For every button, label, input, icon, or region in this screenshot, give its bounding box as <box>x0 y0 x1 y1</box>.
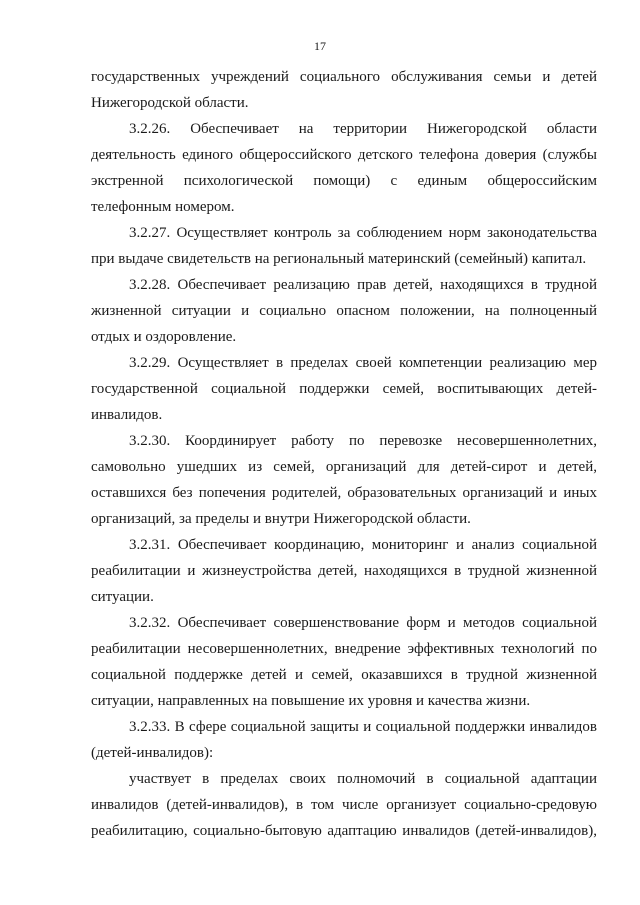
text-line: жизненной ситуации и социально опасном положении, на полноценный <box>91 303 597 319</box>
text-line: телефонным номером. <box>91 199 235 215</box>
text-line: оставшихся без попечения родителей, образовательных организаций и иных <box>91 485 597 501</box>
text-line: социальной поддержке детей и семей, оказавшихся в трудной жизненной <box>91 667 597 683</box>
text-line: участвует в пределах своих полномочий в социальной адаптации <box>129 771 597 787</box>
document-body <box>91 64 597 844</box>
page-number: 17 <box>314 39 326 53</box>
text-line: государственной социальной поддержки семей, воспитывающих детей- <box>91 381 597 397</box>
text-line: экстренной психологической помощи) с единым общероссийским <box>91 173 597 189</box>
text-line: реабилитацию, социально-бытовую адаптацию инвалидов (детей-инвалидов), <box>91 823 597 839</box>
text-line: 3.2.30. Координирует работу по перевозке несовершеннолетних, <box>129 433 597 449</box>
text-line: инвалидов (детей-инвалидов), в том числе организует социально-средовую <box>91 797 597 813</box>
text-line: реабилитации несовершеннолетних, внедрение эффективных технологий по <box>91 641 597 657</box>
text-line: 3.2.32. Обеспечивает совершенствование форм и методов социальной <box>129 615 597 631</box>
text-line: государственных учреждений социального обслуживания семьи и детей <box>91 69 597 85</box>
text-line: 3.2.31. Обеспечивает координацию, мониторинг и анализ социальной <box>129 537 597 553</box>
text-line: при выдаче свидетельств на региональный материнский (семейный) капитал. <box>91 251 587 267</box>
text-line: 3.2.29. Осуществляет в пределах своей компетенции реализацию мер <box>129 355 597 371</box>
text-line: 3.2.33. В сфере социальной защиты и социальной поддержки инвалидов <box>129 719 597 735</box>
text-line: ситуации, направленных на повышение их уровня и качества жизни. <box>91 693 531 709</box>
text-line: отдых и оздоровление. <box>91 329 237 345</box>
text-line: Нижегородской области. <box>91 95 249 111</box>
text-line: самовольно ушедших из семей, организаций для детей-сирот и детей, <box>91 459 597 475</box>
text-line: деятельность единого общероссийского детского телефона доверия (службы <box>91 147 597 163</box>
text-line: 3.2.28. Обеспечивает реализацию прав детей, находящихся в трудной <box>129 277 597 293</box>
text-line: инвалидов. <box>91 407 163 423</box>
text-line: ситуации. <box>91 589 154 605</box>
text-line: организаций, за пределы и внутри Нижегородской области. <box>91 511 471 527</box>
text-line: 3.2.27. Осуществляет контроль за соблюдением норм законодательства <box>129 225 597 241</box>
text-line: реабилитации и жизнеустройства детей, находящихся в трудной жизненной <box>91 563 597 579</box>
text-line: 3.2.26. Обеспечивает на территории Нижегородской области <box>129 121 597 137</box>
text-line: (детей-инвалидов): <box>91 745 214 761</box>
